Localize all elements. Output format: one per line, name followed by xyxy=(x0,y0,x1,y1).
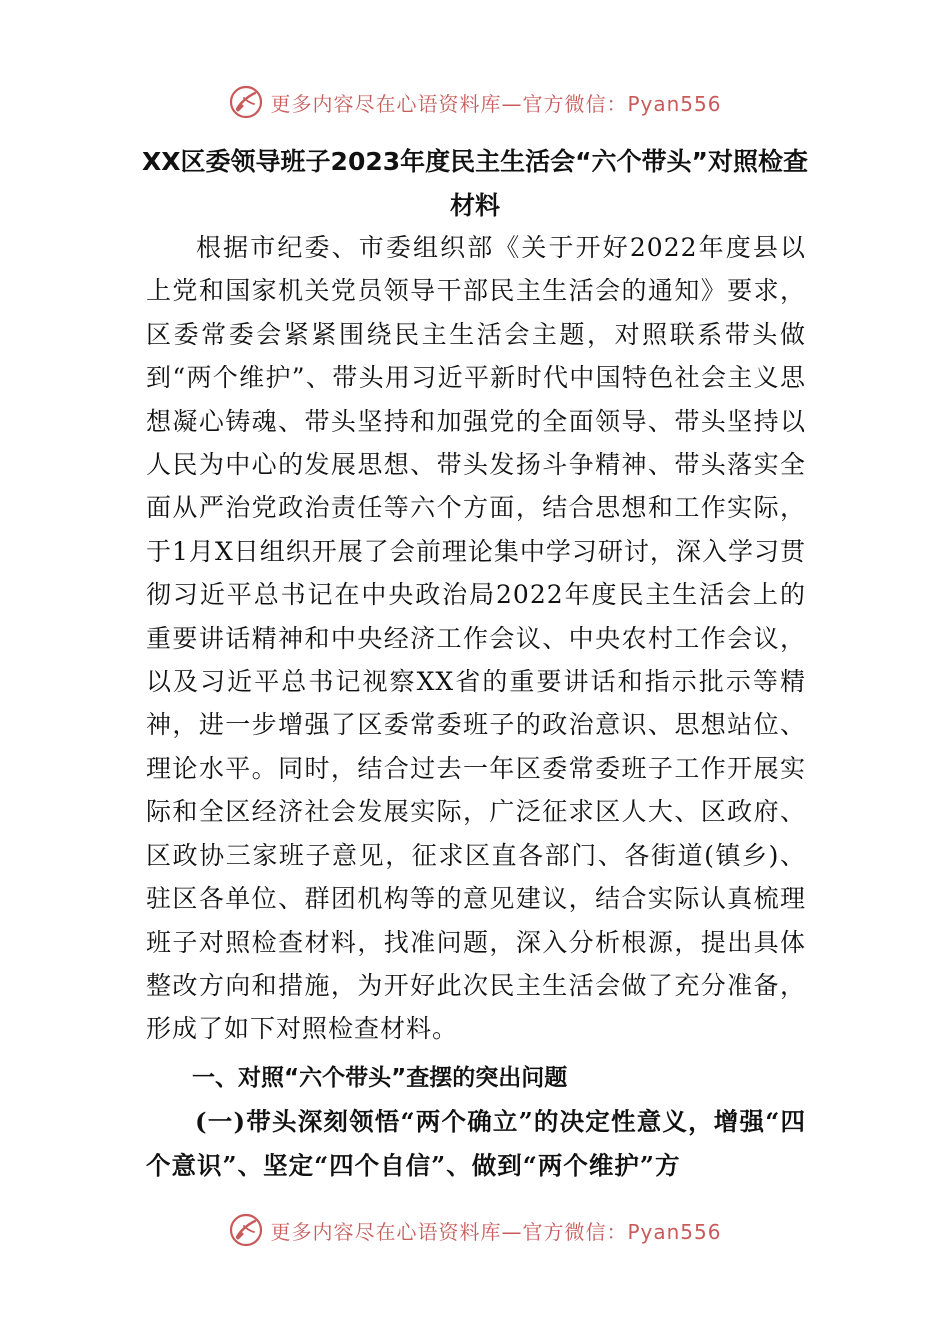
watermark-text: 更多内容尽在心语资料库—官方微信：Pyan556 xyxy=(270,91,722,116)
document-title: XX区委领导班子2023年度民主生活会“六个带头”对照检查材料 xyxy=(142,147,808,220)
watermark-text: 更多内容尽在心语资料库—官方微信：Pyan556 xyxy=(270,1219,722,1244)
body-paragraph: 根据市纪委、市委组织部《关于开好2022年度县以上党和国家机关党员领导干部民主生活会的通知》要求，区委常委会紧紧围绕民主生活会主题，对照联系带头做到“两个维护”、带头用习近平新时代中国特色社会主义思想凝心铸魂、带头坚持和加强党的全面领导、带头坚持以人民为中心的发展思想、带头发扬斗争精神、带头落实全面从严治党政治责任等六个方面，结合思想和工作实际，于1月X日组织开展了会前理论集中学习研讨，深入学习贯彻习近平总书记在中央政治局2022年度民主生活会上的重要讲话精神和中央经济工作会议、中央农村工作会议，以及习近平总书记视察XX省的重要讲话和指示批示等精神，进一步增强了区委常委班子的政治意识、思想站位、理论水平。同时，结合过去一年区委常委班子工作开展实际和全区经济社会发展实际，广泛征求区人大、区政府、区政协三家班子意见，征求区直各部门、各街道(镇乡)、驻区各单位、群团机构等的意见建议，结合实际认真梳理班子对照检查材料，找准问题，深入分析根源，提出具体整改方向和措施，为开好此次民主生活会做了充分准备，形成了如下对照检查材料。 xyxy=(146,233,806,1044)
pen-logo-icon xyxy=(228,84,264,120)
pen-logo-icon xyxy=(228,1212,264,1248)
watermark-footer xyxy=(0,1206,950,1254)
subsection-heading: (一)带头深刻领悟“两个确立”的决定性意义，增强“四个意识”、坚定“四个自信”、做到“两个维护”方 xyxy=(146,1107,806,1180)
watermark-header xyxy=(0,78,950,126)
section-heading: 一、对照“六个带头”查摆的突出问题 xyxy=(192,1065,568,1091)
